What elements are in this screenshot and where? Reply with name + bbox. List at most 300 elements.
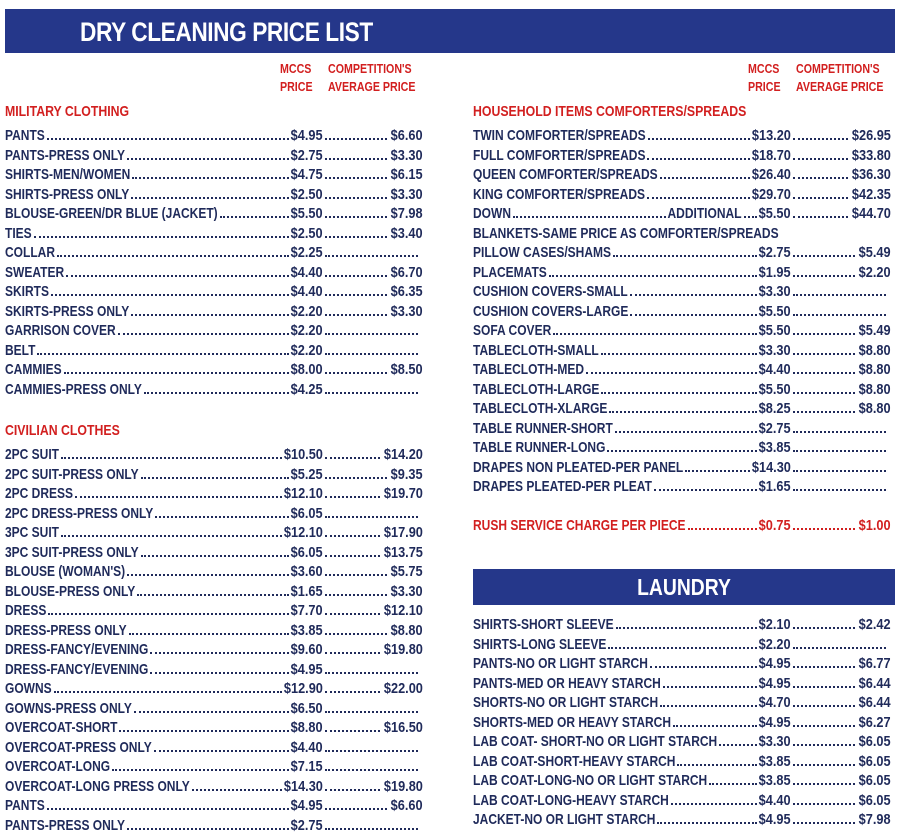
price-row — [473, 752, 893, 772]
item-name-text: GOWNS-PRESS ONLY — [5, 699, 132, 717]
dot-leader — [325, 789, 380, 791]
mccs-price — [275, 738, 323, 758]
competition-price-value: $5.75 — [391, 563, 423, 580]
dot-leader — [141, 555, 289, 557]
price-row — [5, 484, 425, 504]
mccs-price — [743, 243, 791, 263]
item-name-text: LAB COAT-LONG-NO OR LIGHT STARCH — [473, 772, 708, 789]
competition-price — [841, 477, 891, 497]
item-name-text: TABLE RUNNER-SHORT — [473, 419, 613, 437]
mccs-price-value: $2.75 — [291, 146, 323, 164]
dot-leader — [647, 158, 750, 160]
competition-price-value: $6.60 — [391, 797, 423, 814]
competition-price — [841, 243, 891, 263]
competition-price — [373, 699, 423, 719]
price-row — [473, 263, 893, 283]
competition-price — [373, 484, 423, 504]
mccs-price — [275, 146, 323, 166]
price-row — [5, 523, 425, 543]
mccs-price — [743, 635, 791, 655]
mccs-price — [275, 582, 323, 602]
item-name-text: SHORTS-NO OR LIGHT STARCH — [473, 694, 659, 711]
mccs-price — [743, 282, 791, 302]
mccs-price — [275, 543, 323, 563]
price-row — [473, 360, 893, 380]
mccs-price — [275, 224, 323, 244]
dot-leader — [131, 314, 289, 316]
mccs-price-value: $14.30 — [751, 458, 791, 476]
price-row — [5, 601, 425, 621]
mccs-price — [743, 713, 791, 733]
item-name — [473, 243, 748, 263]
price-row — [5, 679, 425, 699]
item-name-text: TABLECLOTH-MED — [473, 361, 585, 378]
mccs-price-value: $3.60 — [291, 563, 323, 580]
mccs-price-value: $6.05 — [291, 504, 323, 522]
competition-price — [373, 263, 423, 283]
competition-price — [841, 635, 891, 655]
mccs-price-value: $3.85 — [759, 752, 791, 770]
price-row — [5, 126, 425, 146]
competition-price — [373, 679, 423, 699]
mccs-price-value: $3.30 — [759, 733, 791, 750]
dot-leader — [150, 652, 289, 654]
item-name — [5, 757, 280, 777]
mccs-price — [275, 777, 323, 797]
mccs-price — [275, 660, 323, 680]
mccs-price-value: $8.00 — [291, 361, 323, 378]
mccs-price-value: $4.70 — [759, 694, 791, 711]
item-name-text: CAMMIES — [5, 361, 62, 378]
mccs-price — [743, 419, 791, 439]
competition-price-value: $7.98 — [391, 205, 423, 222]
item-name-text: GARRISON COVER — [5, 322, 116, 339]
mccs-price — [743, 399, 791, 419]
item-name — [5, 302, 280, 322]
item-name — [5, 321, 280, 341]
price-row — [473, 165, 893, 185]
item-name — [473, 438, 748, 458]
dot-leader — [47, 138, 289, 140]
item-name — [5, 185, 280, 205]
price-row — [473, 674, 893, 694]
mccs-price — [275, 504, 323, 524]
item-name — [473, 516, 748, 536]
dot-leader — [118, 333, 289, 335]
competition-price-value: $12.10 — [383, 602, 423, 619]
item-name — [473, 477, 748, 497]
competition-price — [373, 126, 423, 146]
competition-price — [373, 341, 423, 361]
mccs-price-value: $12.10 — [283, 524, 323, 541]
competition-price-value: $2.20 — [859, 263, 891, 281]
competition-price — [841, 341, 891, 361]
competition-price-value: $19.80 — [383, 641, 423, 658]
item-name — [473, 713, 748, 733]
price-row — [5, 757, 425, 777]
competition-price — [373, 185, 423, 205]
mccs-price-value: $2.75 — [291, 816, 323, 834]
competition-price-value: $6.05 — [859, 752, 891, 770]
item-name-text: PANTS-NO OR LIGHT STARCH — [473, 655, 648, 672]
mccs-price — [275, 465, 323, 485]
competition-price-value: $8.80 — [859, 380, 891, 398]
price-row — [473, 615, 893, 635]
item-name-text: DRESS-PRESS ONLY — [5, 621, 127, 639]
mccs-price-value: $1.65 — [759, 478, 791, 495]
mccs-price-header: MCCS PRICE — [280, 61, 313, 94]
item-name-text: CUSHION COVERS-LARGE — [473, 302, 629, 320]
competition-price — [841, 810, 891, 830]
competition-price-value: $22.00 — [383, 680, 423, 697]
dot-leader — [648, 138, 750, 140]
item-name — [5, 165, 280, 185]
item-name — [5, 204, 280, 224]
item-name — [5, 360, 280, 380]
price-row — [473, 185, 893, 205]
mccs-price — [743, 791, 791, 811]
dot-leader — [134, 711, 289, 713]
item-name — [5, 341, 280, 361]
mccs-price-value: $1.95 — [759, 263, 791, 281]
competition-price — [373, 660, 423, 680]
dot-leader — [150, 672, 289, 674]
item-name — [473, 380, 748, 400]
mccs-price — [275, 341, 323, 361]
item-name-text: OVERCOAT-LONG PRESS ONLY — [5, 777, 190, 795]
price-row — [5, 504, 425, 524]
mccs-price-value: $5.50 — [759, 205, 791, 222]
item-name-text: PLACEMATS — [473, 263, 547, 281]
item-name — [473, 146, 748, 166]
price-row — [473, 243, 893, 263]
price-row — [5, 796, 425, 816]
dot-leader — [127, 828, 289, 830]
mccs-price — [743, 752, 791, 772]
competition-price — [373, 543, 423, 563]
mccs-price — [275, 282, 323, 302]
item-name — [5, 679, 280, 699]
competition-price-value: $6.27 — [859, 713, 891, 731]
price-row — [5, 621, 425, 641]
mccs-price-value: $4.95 — [759, 811, 791, 828]
item-name-text: TIES — [5, 224, 32, 242]
mccs-price-value: $0.75 — [759, 517, 791, 534]
competition-price — [373, 796, 423, 816]
item-name-text: TABLECLOTH-LARGE — [473, 380, 600, 398]
item-name-text: 3PC SUIT — [5, 524, 60, 541]
mccs-price — [743, 615, 791, 635]
mccs-price-value: $4.95 — [759, 674, 791, 692]
mccs-price — [275, 360, 323, 380]
competition-price — [841, 380, 891, 400]
item-name-text: CAMMIES-PRESS ONLY — [5, 380, 142, 398]
competition-price — [841, 282, 891, 302]
item-name — [473, 654, 748, 674]
dot-leader — [75, 496, 282, 498]
mccs-price — [275, 601, 323, 621]
price-row — [473, 693, 893, 713]
item-name — [473, 674, 748, 694]
mccs-price — [275, 380, 323, 400]
price-row — [5, 777, 425, 797]
competition-price — [373, 816, 423, 836]
item-name-text: 2PC SUIT-PRESS ONLY — [5, 465, 139, 483]
mccs-price-value: $10.50 — [283, 446, 323, 463]
mccs-price-value: $14.30 — [283, 777, 323, 795]
price-row — [5, 165, 425, 185]
competition-price — [373, 504, 423, 524]
competition-price — [841, 165, 891, 185]
item-name — [5, 504, 280, 524]
item-name — [473, 126, 748, 146]
competition-price-value: $16.50 — [383, 719, 423, 736]
mccs-price-value: $2.20 — [291, 322, 323, 339]
mccs-price — [275, 679, 323, 699]
dot-leader — [325, 535, 380, 537]
item-name — [5, 243, 280, 263]
item-name — [473, 635, 748, 655]
item-name-text: QUEEN COMFORTER/SPREADS — [473, 166, 658, 183]
item-name-text: PILLOW CASES/SHAMS — [473, 244, 612, 261]
mccs-price — [275, 640, 323, 660]
item-name-text: SWEATER — [5, 263, 65, 281]
price-row — [5, 543, 425, 563]
mccs-price-value: $3.85 — [759, 772, 791, 789]
mccs-price — [275, 204, 323, 224]
competition-price-value: $8.80 — [859, 400, 891, 417]
competition-price — [373, 321, 423, 341]
price-row — [5, 243, 425, 263]
item-name — [473, 419, 748, 439]
price-row — [473, 771, 893, 791]
dot-leader — [127, 158, 289, 160]
dot-leader — [129, 633, 289, 635]
dot-leader — [613, 255, 757, 257]
competition-price — [373, 243, 423, 263]
mccs-price-value: $4.40 — [291, 263, 323, 281]
dot-leader — [325, 555, 380, 557]
item-name-text: LAB COAT-LONG-HEAVY STARCH — [473, 791, 669, 809]
mccs-price — [743, 732, 791, 752]
item-name-text: OVERCOAT-LONG — [5, 758, 111, 775]
dot-leader — [34, 236, 289, 238]
price-row — [473, 302, 893, 322]
mccs-price-value: $5.50 — [759, 302, 791, 320]
item-name-text: DRAPES PLEATED-PER PLEAT — [473, 478, 652, 495]
competition-price-value: $19.70 — [383, 485, 423, 502]
competition-price — [373, 445, 423, 465]
item-name — [5, 640, 280, 660]
mccs-price-value: $12.10 — [283, 485, 323, 502]
item-name-text: BLANKETS-SAME PRICE AS COMFORTER/SPREADS — [473, 224, 779, 242]
price-row — [5, 185, 425, 205]
competition-price-value: $26.95 — [851, 127, 891, 144]
dot-leader — [61, 535, 282, 537]
mccs-price-value: $5.25 — [291, 465, 323, 483]
item-name — [5, 523, 280, 543]
mccs-price — [275, 445, 323, 465]
mccs-price — [743, 146, 791, 166]
item-name-text: TABLECLOTH-XLARGE — [473, 400, 608, 417]
price-row — [473, 458, 893, 478]
competition-price — [841, 204, 891, 224]
mccs-price — [743, 477, 791, 497]
mccs-price — [743, 263, 791, 283]
item-name — [473, 693, 748, 713]
competition-price-value: $5.49 — [859, 322, 891, 339]
mccs-price — [275, 484, 323, 504]
competition-price-value: $3.40 — [391, 224, 423, 242]
competition-price-value: $7.98 — [859, 811, 891, 828]
rush-service-row — [473, 516, 893, 536]
mccs-price-value: $9.60 — [291, 641, 323, 658]
price-row — [473, 438, 893, 458]
dot-leader — [601, 392, 757, 394]
mccs-price-value: $3.30 — [759, 283, 791, 300]
item-name — [5, 263, 280, 283]
item-name-text: TWIN COMFORTER/SPREADS — [473, 127, 646, 144]
item-name-text: SHIRTS-LONG SLEEVE — [473, 635, 607, 653]
competition-price — [373, 757, 423, 777]
mccs-price-value: $4.40 — [291, 738, 323, 756]
competition-price — [841, 771, 891, 791]
competition-price-value: $6.05 — [859, 772, 891, 789]
competition-price — [841, 713, 891, 733]
mccs-price-value: $18.70 — [751, 146, 791, 164]
competition-price — [841, 674, 891, 694]
competition-price — [373, 718, 423, 738]
mccs-price-value: $6.50 — [291, 699, 323, 717]
mccs-price — [275, 816, 323, 836]
mccs-price — [275, 796, 323, 816]
dot-leader — [609, 411, 757, 413]
competition-price — [373, 640, 423, 660]
mccs-price-value: $7.70 — [291, 602, 323, 619]
competition-price-value: $6.44 — [859, 694, 891, 711]
mccs-price — [743, 810, 791, 830]
dot-leader — [325, 457, 380, 459]
mccs-price-value: $2.75 — [759, 244, 791, 261]
price-row — [5, 321, 425, 341]
item-name — [473, 810, 748, 830]
competition-price — [841, 360, 891, 380]
competition-price — [841, 321, 891, 341]
price-row — [473, 399, 893, 419]
mccs-price — [275, 523, 323, 543]
mccs-price — [743, 516, 791, 536]
competition-price-value: $14.20 — [383, 446, 423, 463]
dot-leader — [112, 769, 289, 771]
mccs-price-value: $4.40 — [291, 283, 323, 300]
item-name-text: SOFA COVER — [473, 322, 552, 339]
item-name-text: 2PC DRESS-PRESS ONLY — [5, 504, 154, 522]
price-row — [5, 660, 425, 680]
price-row — [5, 718, 425, 738]
laundry-price-list — [473, 615, 893, 830]
competition-price — [841, 654, 891, 674]
mccs-price — [743, 458, 791, 478]
dot-leader — [630, 294, 757, 296]
competition-price-value: $2.42 — [859, 616, 891, 633]
competition-price-value: $3.30 — [391, 185, 423, 203]
item-name-text: DRAPES NON PLEATED-PER PANEL — [473, 458, 684, 476]
mccs-price-value: $5.50 — [759, 322, 791, 339]
item-name — [473, 399, 748, 419]
item-name-text: GOWNS — [5, 680, 52, 697]
competition-price — [373, 738, 423, 758]
dot-leader — [793, 197, 848, 199]
dot-leader — [616, 627, 757, 629]
competition-price-value: $6.44 — [859, 674, 891, 692]
item-name-text: DRESS-FANCY/EVENING — [5, 641, 149, 658]
competition-price — [841, 399, 891, 419]
price-row — [473, 282, 893, 302]
item-name — [5, 718, 280, 738]
price-row — [5, 204, 425, 224]
mccs-price-value: $2.50 — [291, 224, 323, 242]
item-name — [5, 738, 280, 758]
item-name-text: BLOUSE (WOMAN'S) — [5, 563, 126, 580]
competition-price-value: $42.35 — [851, 185, 891, 203]
mccs-price — [275, 718, 323, 738]
dot-leader — [127, 574, 289, 576]
item-name — [473, 321, 748, 341]
mccs-price — [275, 263, 323, 283]
price-row — [5, 282, 425, 302]
item-name-text: SKIRTS-PRESS ONLY — [5, 302, 130, 320]
price-row — [5, 360, 425, 380]
competition-price — [373, 465, 423, 485]
item-name — [473, 282, 748, 302]
item-name-text: PANTS-PRESS ONLY — [5, 816, 126, 834]
item-name — [5, 621, 280, 641]
item-name — [5, 465, 280, 485]
item-name — [473, 165, 748, 185]
dot-leader — [630, 314, 757, 316]
mccs-price-value: $6.05 — [291, 543, 323, 561]
civilian-price-list — [5, 445, 425, 835]
competition-price — [841, 302, 891, 322]
mccs-price — [743, 341, 791, 361]
price-row — [5, 341, 425, 361]
item-name-text: BLOUSE-PRESS ONLY — [5, 582, 136, 600]
item-name-text: SHORTS-MED OR HEAVY STARCH — [473, 713, 672, 731]
dot-leader — [647, 197, 750, 199]
competition-price — [841, 516, 891, 536]
mccs-price — [743, 771, 791, 791]
mccs-price-value: $8.80 — [291, 719, 323, 736]
mccs-price — [743, 360, 791, 380]
competition-price-value: $1.00 — [859, 517, 891, 534]
dot-leader — [607, 450, 757, 452]
item-name — [5, 146, 280, 166]
competition-price-header: COMPETITION'S AVERAGE PRICE — [796, 61, 884, 94]
item-name-text: PANTS — [5, 127, 45, 144]
price-row — [473, 341, 893, 361]
price-row — [5, 263, 425, 283]
dot-leader — [615, 431, 757, 433]
item-name-text: SHIRTS-SHORT SLEEVE — [473, 616, 614, 633]
item-name — [473, 263, 748, 283]
competition-price — [373, 621, 423, 641]
mccs-price-value: $2.25 — [291, 244, 323, 261]
mccs-price-value: $13.20 — [751, 127, 791, 144]
household-price-list — [473, 126, 893, 497]
dot-leader — [137, 594, 289, 596]
competition-price — [373, 582, 423, 602]
price-row — [473, 477, 893, 497]
